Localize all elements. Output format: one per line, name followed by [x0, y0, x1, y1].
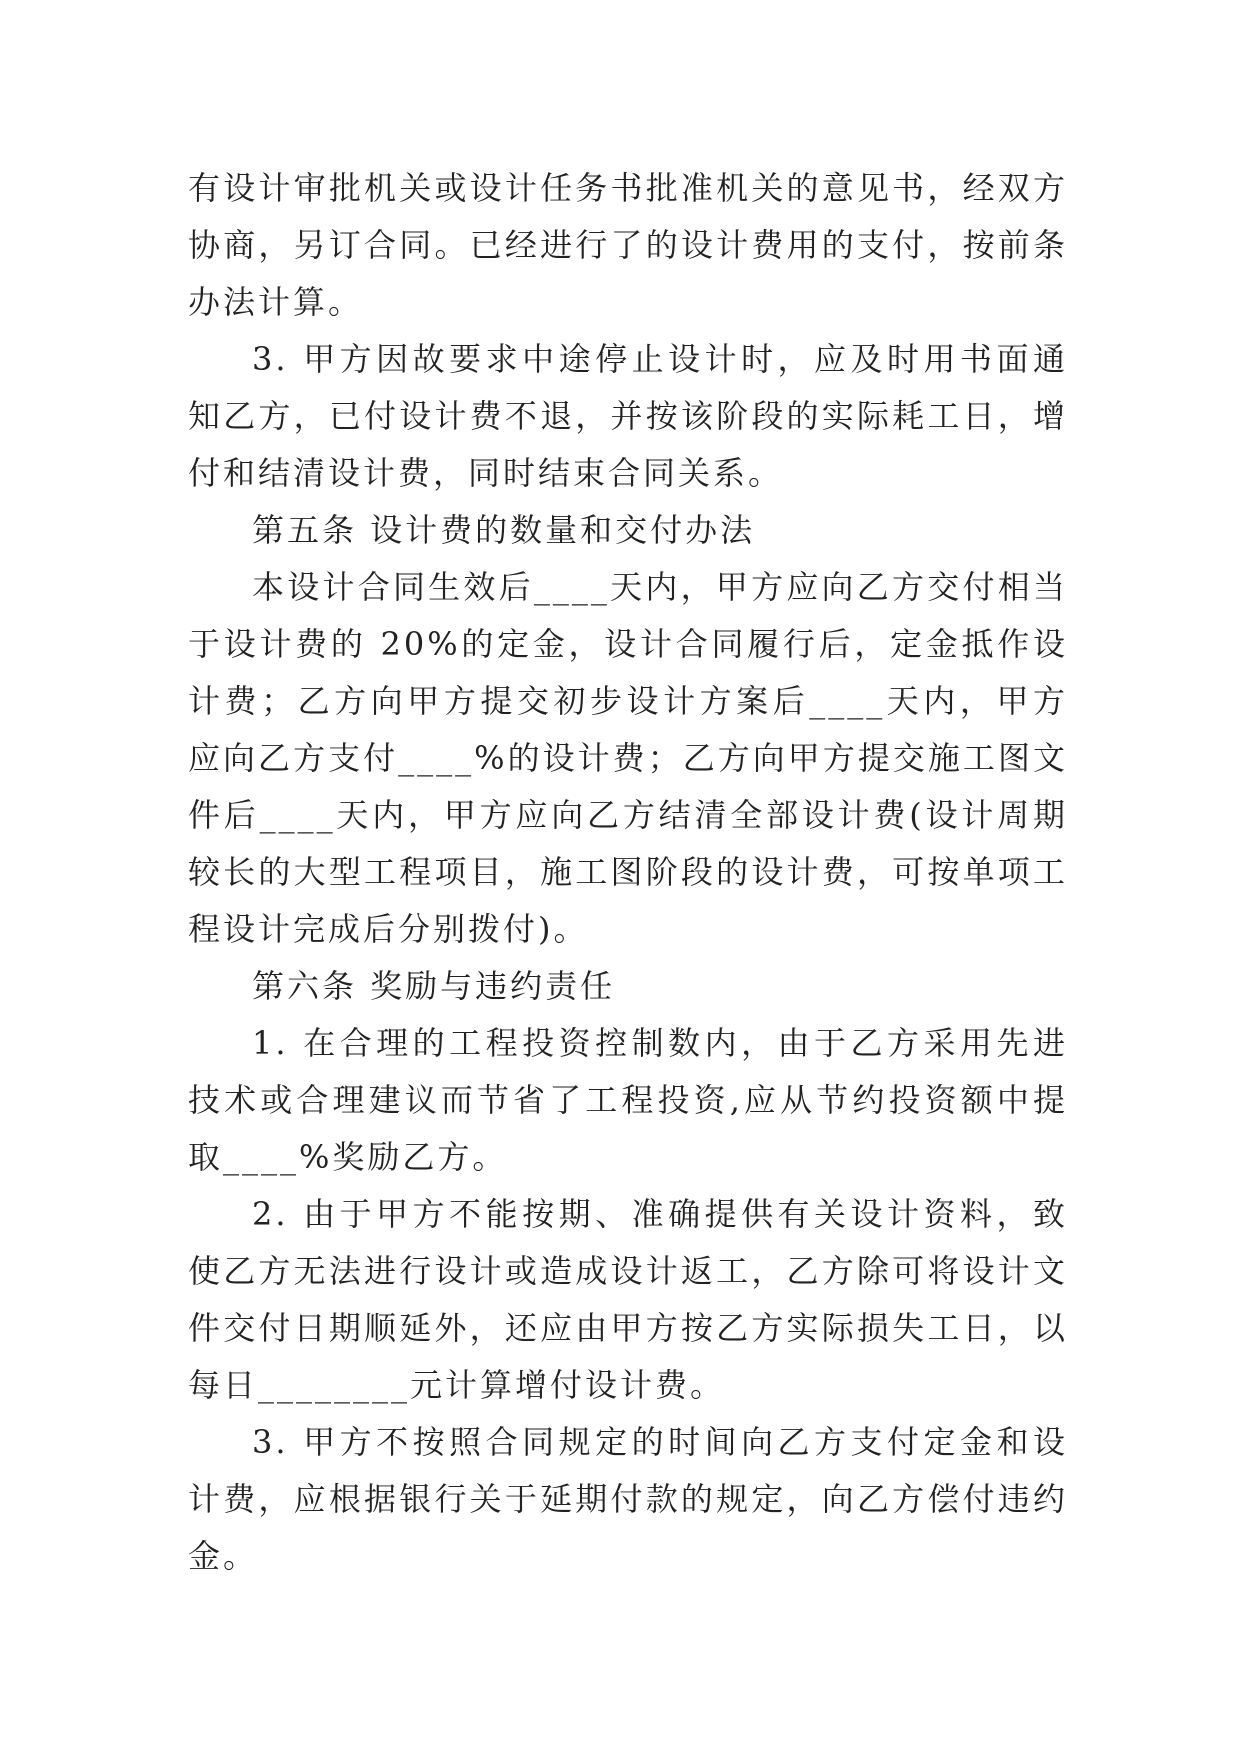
document-body — [188, 160, 1068, 1585]
paragraph-clause-3-penalty: 3. 甲方不按照合同规定的时间向乙方支付定金和设计费，应根据银行关于延期付款的规定，向乙方偿付违约金。 — [188, 1423, 1068, 1575]
paragraph-clause-2-delay: 2. 由于甲方不能按期、准确提供有关设计资料，致使乙方无法进行设计或造成设计返工，乙方除可将设计文件交付日期顺延外，还应由甲方按乙方实际损失工日，以每日________元计算增付设计费。 — [188, 1195, 1068, 1404]
paragraph-fee-payment: 本设计合同生效后____天内，甲方应向乙方交付相当于设计费的 20%的定金，设计合同履行后，定金抵作设计费；乙方向甲方提交初步设计方案后____天内，甲方应向乙方支付____%的设计费；乙方向甲方提交施工图文件后____天内，甲方应向乙方结清全部设计费(设计周期较长的大型工程项目，施工图阶段的设计费，可按单项工程设计完成后分别拨付)。 — [188, 568, 1068, 948]
article-6-heading: 第六条 奖励与违约责任 — [252, 967, 616, 1005]
paragraph-clause-1-reward: 1. 在合理的工程投资控制数内，由于乙方采用先进技术或合理建议而节省了工程投资,应从节约投资额中提取____%奖励乙方。 — [188, 1024, 1068, 1176]
article-5-heading: 第五条 设计费的数量和交付办法 — [252, 511, 756, 549]
paragraph-continuation: 有设计审批机关或设计任务书批准机关的意见书，经双方协商，另订合同。已经进行了的设计费用的支付，按前条办法计算。 — [188, 169, 1068, 321]
paragraph-clause-3-stop-design: 3. 甲方因故要求中途停止设计时，应及时用书面通知乙方，已付设计费不退，并按该阶段的实际耗工日，增付和结清设计费，同时结束合同关系。 — [188, 340, 1068, 492]
